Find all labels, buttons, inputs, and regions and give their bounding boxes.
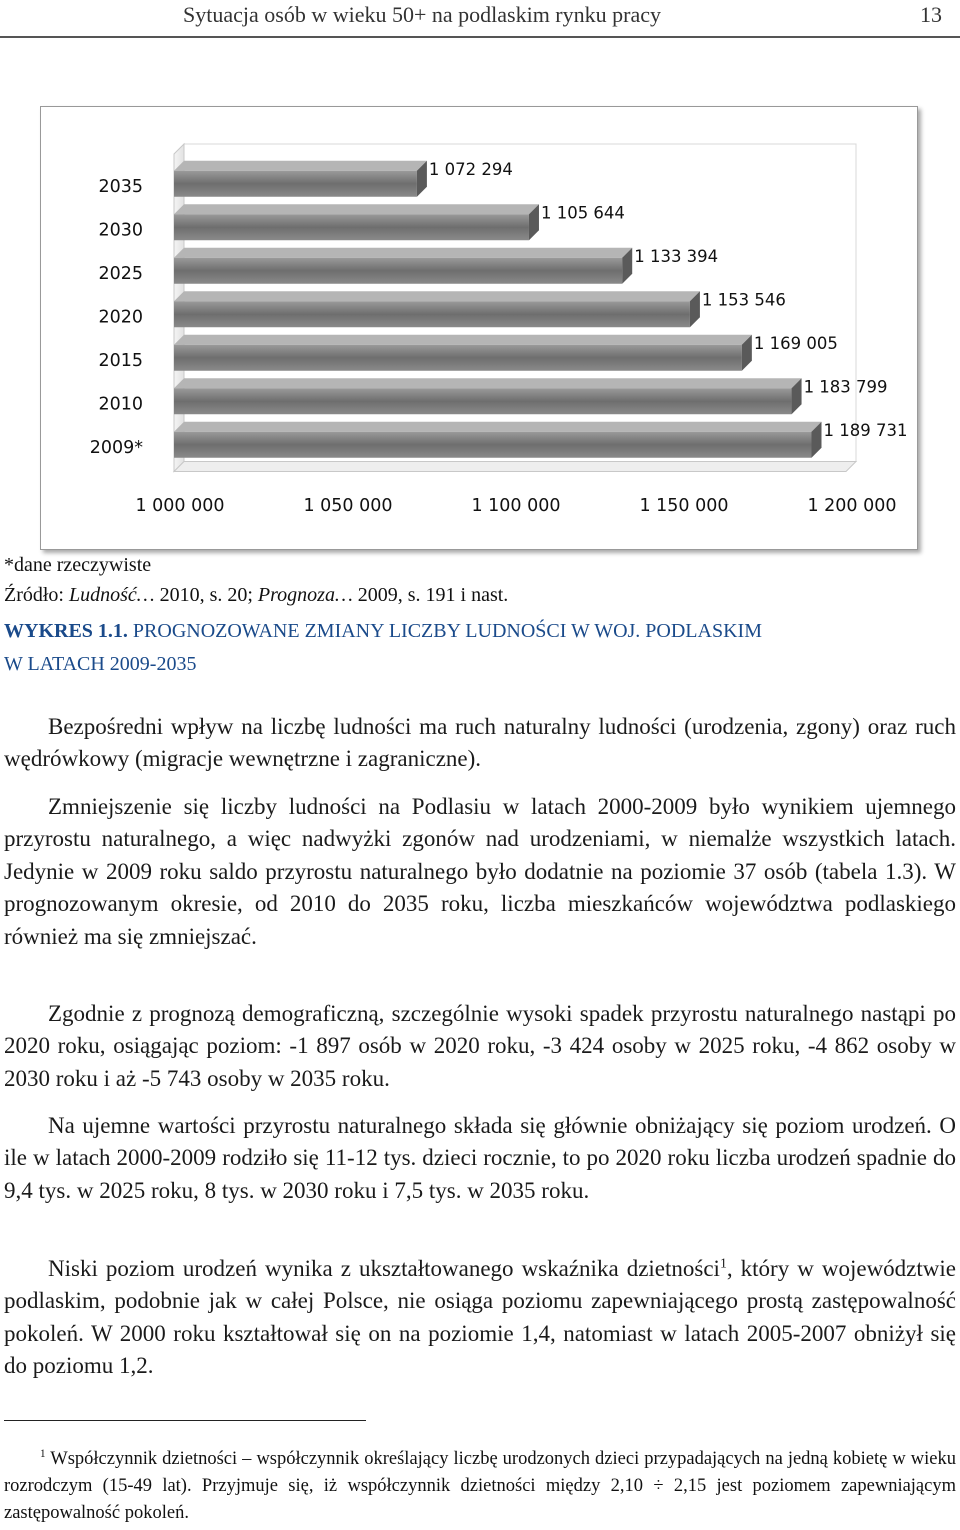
bar [174, 258, 622, 284]
footnote-number: 1 [40, 1447, 46, 1460]
paragraph-5 [4, 1253, 956, 1383]
asterisk-note: *dane rzeczywiste [4, 554, 152, 576]
category-label: 2015 [98, 350, 143, 371]
paragraph-2-text: Zmniejszenie się liczby ludności na Podlasiu w latach 2000-2009 było wynikiem ujemnego przyrostu naturalnego, a więc nadwyżki zgonów nad urodzeniami, w niemalże wszystkich latach. Jedynie w 2009 roku saldo przyrostu naturalnego było dodatnie na poziomie 37 osób (tabela 1.3). W prognozowanym okresie, od 2010 do 2035 roku, liczba mieszkańców województwa podlaskiego również ma się zmniejszać. [4, 794, 956, 949]
bar [174, 345, 742, 371]
bar-top-face [174, 422, 821, 432]
bar-value-label: 1 153 546 [701, 290, 786, 310]
bar [174, 171, 417, 197]
category-label: 2030 [98, 220, 143, 241]
bar-value-label: 1 105 644 [540, 203, 625, 223]
bar-value-label: 1 133 394 [634, 246, 719, 266]
category-label: 2010 [98, 394, 143, 415]
paragraph-2 [4, 791, 956, 953]
x-tick-label: 1 000 000 [135, 496, 225, 516]
paragraph-1-text: Bezpośredni wpływ na liczbę ludności ma ruch naturalny ludności (urodzenia, zgony) oraz ruch wędrówkowy (migracje wewnętrzne i zagraniczne). [4, 714, 956, 772]
source-mid: 2010, s. 20; [154, 584, 258, 606]
source-title-2: Prognoza… [257, 584, 353, 606]
bar-value-label: 1 072 294 [428, 159, 513, 179]
paragraph-5-text-b: , który w województwie podlaskim, podobnie jak w całej Polsce, nie osiąga poziomu zapewniającego prostą zastępowalność pokoleń. W 2000 roku kształtował się on na poziomie 1,4, natomiast w latach 2005-2007 obniżył się do poziomu 1,2. [4, 1256, 956, 1379]
source-prefix: Źródło: [4, 584, 69, 606]
bar-top-face [174, 248, 632, 258]
category-label: 2020 [98, 307, 143, 328]
bar-value-label: 1 169 005 [753, 333, 838, 353]
paragraph-5-text-a: Niski poziom urodzeń wynika z ukształtowanego wskaźnika dzietności [48, 1256, 720, 1281]
bar-value-label: 1 183 799 [803, 377, 888, 397]
paragraph-3 [4, 998, 956, 1095]
chart-floor [174, 462, 856, 472]
bar [174, 301, 690, 327]
paragraph-4-text: Na ujemne wartości przyrostu naturalnego składa się głównie obniżający się poziom urodzeń. O ile w latach 2000-2009 rodziło się 11-12 tys. dzieci rocznie, to po 2020 roku liczba urodzeń spadnie do 9,4 tys. w 2025 roku, 8 tys. w 2030 roku i 7,5 tys. w 2035 roku. [4, 1113, 956, 1203]
footnote-rule [4, 1420, 366, 1421]
bar-top-face [174, 335, 752, 345]
bar [174, 432, 811, 458]
paragraph-4 [4, 1110, 956, 1207]
bar-top-face [174, 204, 539, 214]
bar-top-face [174, 378, 802, 388]
page-header [0, 0, 960, 38]
bar [174, 388, 792, 414]
category-label: 2025 [98, 263, 143, 284]
source-note [4, 584, 508, 607]
figure-caption [4, 620, 762, 643]
figure-label: WYKRES 1.1. [4, 620, 128, 642]
bar-top-face [174, 291, 700, 301]
source-title-1: Ludność… [69, 584, 155, 606]
x-tick-label: 1 050 000 [303, 496, 393, 516]
bar-value-label: 1 189 731 [823, 420, 908, 440]
paragraph-3-text: Zgodnie z prognozą demograficzną, szczególnie wysoki spadek przyrostu naturalnego nastąpi po 2020 roku, osiągając poziom: -1 897 osób w 2020 roku, -3 424 osoby w 2025 roku, -4 862 osoby w 2030 roku i aż -5 743 osoby w 2035 roku. [4, 1001, 956, 1091]
x-tick-label: 1 200 000 [807, 496, 897, 516]
figure-caption-line1: PROGNOZOWANE ZMIANY LICZBY LUDNOŚCI W WOJ. PODLASKIM [132, 620, 762, 642]
source-end: 2009, s. 191 i nast. [352, 584, 509, 606]
bar [174, 214, 529, 240]
category-label: 2035 [98, 176, 143, 197]
footnote [4, 1446, 956, 1527]
population-chart [40, 106, 918, 550]
paragraph-1 [4, 711, 956, 776]
page-number: 13 [920, 2, 942, 27]
category-label: 2009* [89, 437, 143, 458]
running-title: Sytuacja osób w wieku 50+ na podlaskim rynku pracy [183, 2, 661, 27]
footnote-text: Współczynnik dzietności – współczynnik określający liczbę urodzonych dzieci przypadających na jedną kobietę w wieku rozrodczym (15-49 lat). Przyjmuje się, iż współczynnik dzietności między 2,10 ÷ 2,15 jest poziomem zapewniającym zastępowalność pokoleń. [4, 1449, 956, 1523]
figure-caption-line2: W LATACH 2009-2035 [4, 653, 197, 675]
chart-svg [41, 107, 917, 549]
x-tick-label: 1 150 000 [639, 496, 729, 516]
bar-top-face [174, 161, 427, 171]
x-tick-label: 1 100 000 [471, 496, 561, 516]
footnote-ref[interactable]: 1 [719, 1255, 727, 1271]
